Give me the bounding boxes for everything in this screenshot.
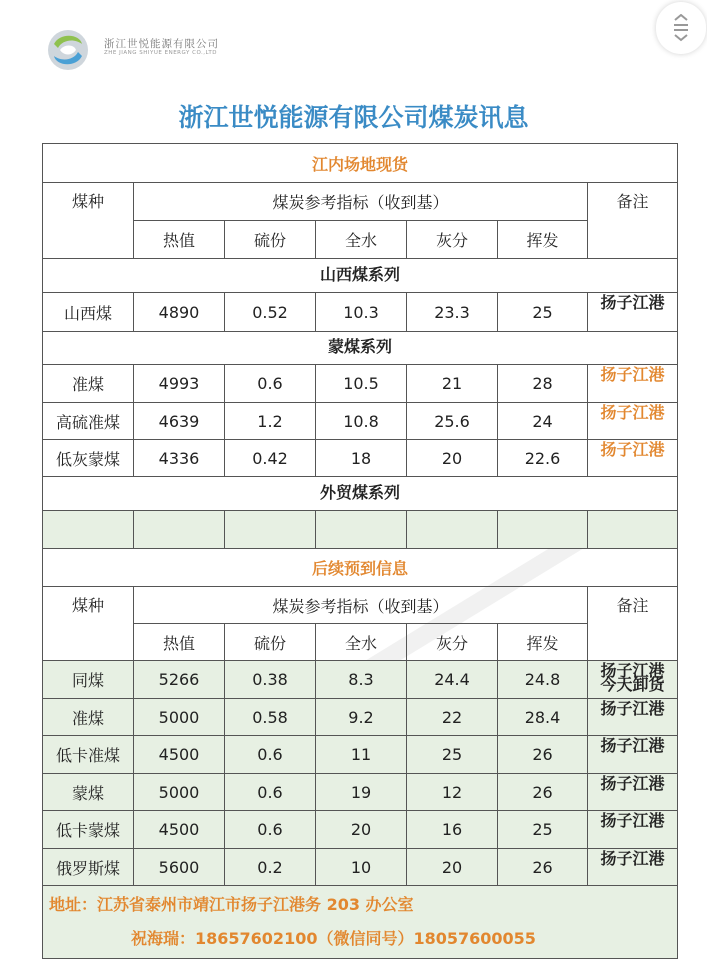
table-row [43, 403, 678, 440]
coal-name: 山西煤 [43, 293, 134, 332]
heat-value: 5000 [134, 774, 225, 811]
moisture-value: 10 [316, 849, 407, 886]
sulfur-value: 0.6 [225, 774, 316, 811]
sub-header-moisture: 全水 [316, 221, 407, 259]
col-header-index: 煤炭参考指标（收到基） [134, 183, 588, 221]
note-cell: 扬子江港 [588, 403, 678, 440]
volatile-value: 24.8 [498, 661, 588, 699]
ash-value: 24.4 [407, 661, 498, 699]
sub-header-volatile: 挥发 [498, 221, 588, 259]
heat-value: 4890 [134, 293, 225, 332]
heat-value: 4639 [134, 403, 225, 440]
col-header-note: 备注 [588, 587, 678, 661]
sulfur-value: 0.6 [225, 736, 316, 774]
logo-company-name-en: ZHE JIANG SHIYUE ENERGY CO.,LTD [104, 50, 217, 56]
table-row [43, 699, 678, 736]
coal-name: 同煤 [43, 661, 134, 699]
ash-value: 25.6 [407, 403, 498, 440]
moisture-value: 10.5 [316, 365, 407, 403]
col-header-coal-type: 煤种 [43, 183, 134, 259]
coal-name: 蒙煤 [43, 774, 134, 811]
scroll-handle[interactable] [656, 2, 706, 54]
note-cell: 扬子江港 [588, 699, 678, 736]
moisture-value: 19 [316, 774, 407, 811]
table-row [43, 293, 678, 332]
moisture-value: 11 [316, 736, 407, 774]
coal-name: 低卡准煤 [43, 736, 134, 774]
note-cell: 扬子江港 [588, 293, 678, 332]
page-title: 浙江世悦能源有限公司煤炭讯息 [178, 103, 529, 132]
sub-header-ash: 灰分 [407, 221, 498, 259]
section-title-upcoming: 后续预到信息 [43, 549, 678, 587]
sulfur-value: 0.6 [225, 811, 316, 849]
note-cell: 扬子江港 [588, 440, 678, 477]
moisture-value: 18 [316, 440, 407, 477]
table-row [43, 661, 678, 699]
company-logo [44, 28, 234, 72]
coal-name: 低卡蒙煤 [43, 811, 134, 849]
note-cell: 扬子江港 [588, 774, 678, 811]
scroll-handle-icon [671, 14, 691, 42]
table-row [43, 440, 678, 477]
ash-value: 21 [407, 365, 498, 403]
note-cell: 扬子江港 [588, 811, 678, 849]
volatile-value: 22.6 [498, 440, 588, 477]
contact-footer [43, 886, 678, 959]
heat-value: 4993 [134, 365, 225, 403]
logo-company-name: 浙江世悦能源有限公司 [104, 38, 219, 50]
volatile-value: 26 [498, 736, 588, 774]
volatile-value: 28 [498, 365, 588, 403]
ash-value: 22 [407, 699, 498, 736]
sulfur-value: 0.52 [225, 293, 316, 332]
moisture-value: 10.8 [316, 403, 407, 440]
coal-name: 准煤 [43, 365, 134, 403]
note-cell: 扬子江港 [588, 365, 678, 403]
sulfur-value: 0.6 [225, 365, 316, 403]
table-row [43, 849, 678, 886]
address-text: 地址：江苏省泰州市靖江市扬子江港务 203 办公室 [49, 895, 414, 914]
table-row [43, 365, 678, 403]
sub-header-volatile: 挥发 [498, 624, 588, 661]
moisture-value: 8.3 [316, 661, 407, 699]
volatile-value: 28.4 [498, 699, 588, 736]
volatile-value: 25 [498, 293, 588, 332]
coal-name: 高硫准煤 [43, 403, 134, 440]
sulfur-value: 1.2 [225, 403, 316, 440]
coal-info-table [42, 143, 678, 959]
heat-value: 4500 [134, 736, 225, 774]
sub-header-ash: 灰分 [407, 624, 498, 661]
group-header-mongolia: 蒙煤系列 [43, 332, 678, 365]
heat-value: 4500 [134, 811, 225, 849]
heat-value: 5600 [134, 849, 225, 886]
table-row [43, 736, 678, 774]
heat-value: 5266 [134, 661, 225, 699]
sulfur-value: 0.38 [225, 661, 316, 699]
volatile-value: 26 [498, 774, 588, 811]
table-row [43, 811, 678, 849]
ash-value: 12 [407, 774, 498, 811]
ash-value: 23.3 [407, 293, 498, 332]
company-logo-icon [44, 28, 92, 72]
sub-header-heat: 热值 [134, 221, 225, 259]
moisture-value: 10.3 [316, 293, 407, 332]
ash-value: 16 [407, 811, 498, 849]
coal-name: 俄罗斯煤 [43, 849, 134, 886]
sulfur-value: 0.2 [225, 849, 316, 886]
moisture-value: 20 [316, 811, 407, 849]
sulfur-value: 0.58 [225, 699, 316, 736]
group-header-foreign: 外贸煤系列 [43, 477, 678, 511]
heat-value: 5000 [134, 699, 225, 736]
coal-name: 低灰蒙煤 [43, 440, 134, 477]
ash-value: 20 [407, 849, 498, 886]
ash-value: 25 [407, 736, 498, 774]
volatile-value: 26 [498, 849, 588, 886]
ash-value: 20 [407, 440, 498, 477]
group-header-shanxi: 山西煤系列 [43, 259, 678, 293]
section-title-spot: 江内场地现货 [43, 144, 678, 183]
volatile-value: 24 [498, 403, 588, 440]
note-cell: 扬子江港 [588, 849, 678, 886]
col-header-index: 煤炭参考指标（收到基） [134, 587, 588, 624]
col-header-coal-type: 煤种 [43, 587, 134, 661]
table-row [43, 774, 678, 811]
sub-header-sulfur: 硫份 [225, 624, 316, 661]
note-line-1: 扬子江港 [600, 661, 665, 680]
col-header-note: 备注 [588, 183, 678, 259]
moisture-value: 9.2 [316, 699, 407, 736]
volatile-value: 25 [498, 811, 588, 849]
sub-header-moisture: 全水 [316, 624, 407, 661]
sub-header-sulfur: 硫份 [225, 221, 316, 259]
sulfur-value: 0.42 [225, 440, 316, 477]
note-line-2: 今天卸货 [600, 675, 665, 694]
heat-value: 4336 [134, 440, 225, 477]
note-cell [588, 661, 678, 699]
note-cell: 扬子江港 [588, 736, 678, 774]
contact-text: 祝海瑞：18657602100（微信同号）18057600055 [131, 929, 536, 948]
table-row-empty [43, 511, 678, 549]
coal-name: 准煤 [43, 699, 134, 736]
sub-header-heat: 热值 [134, 624, 225, 661]
